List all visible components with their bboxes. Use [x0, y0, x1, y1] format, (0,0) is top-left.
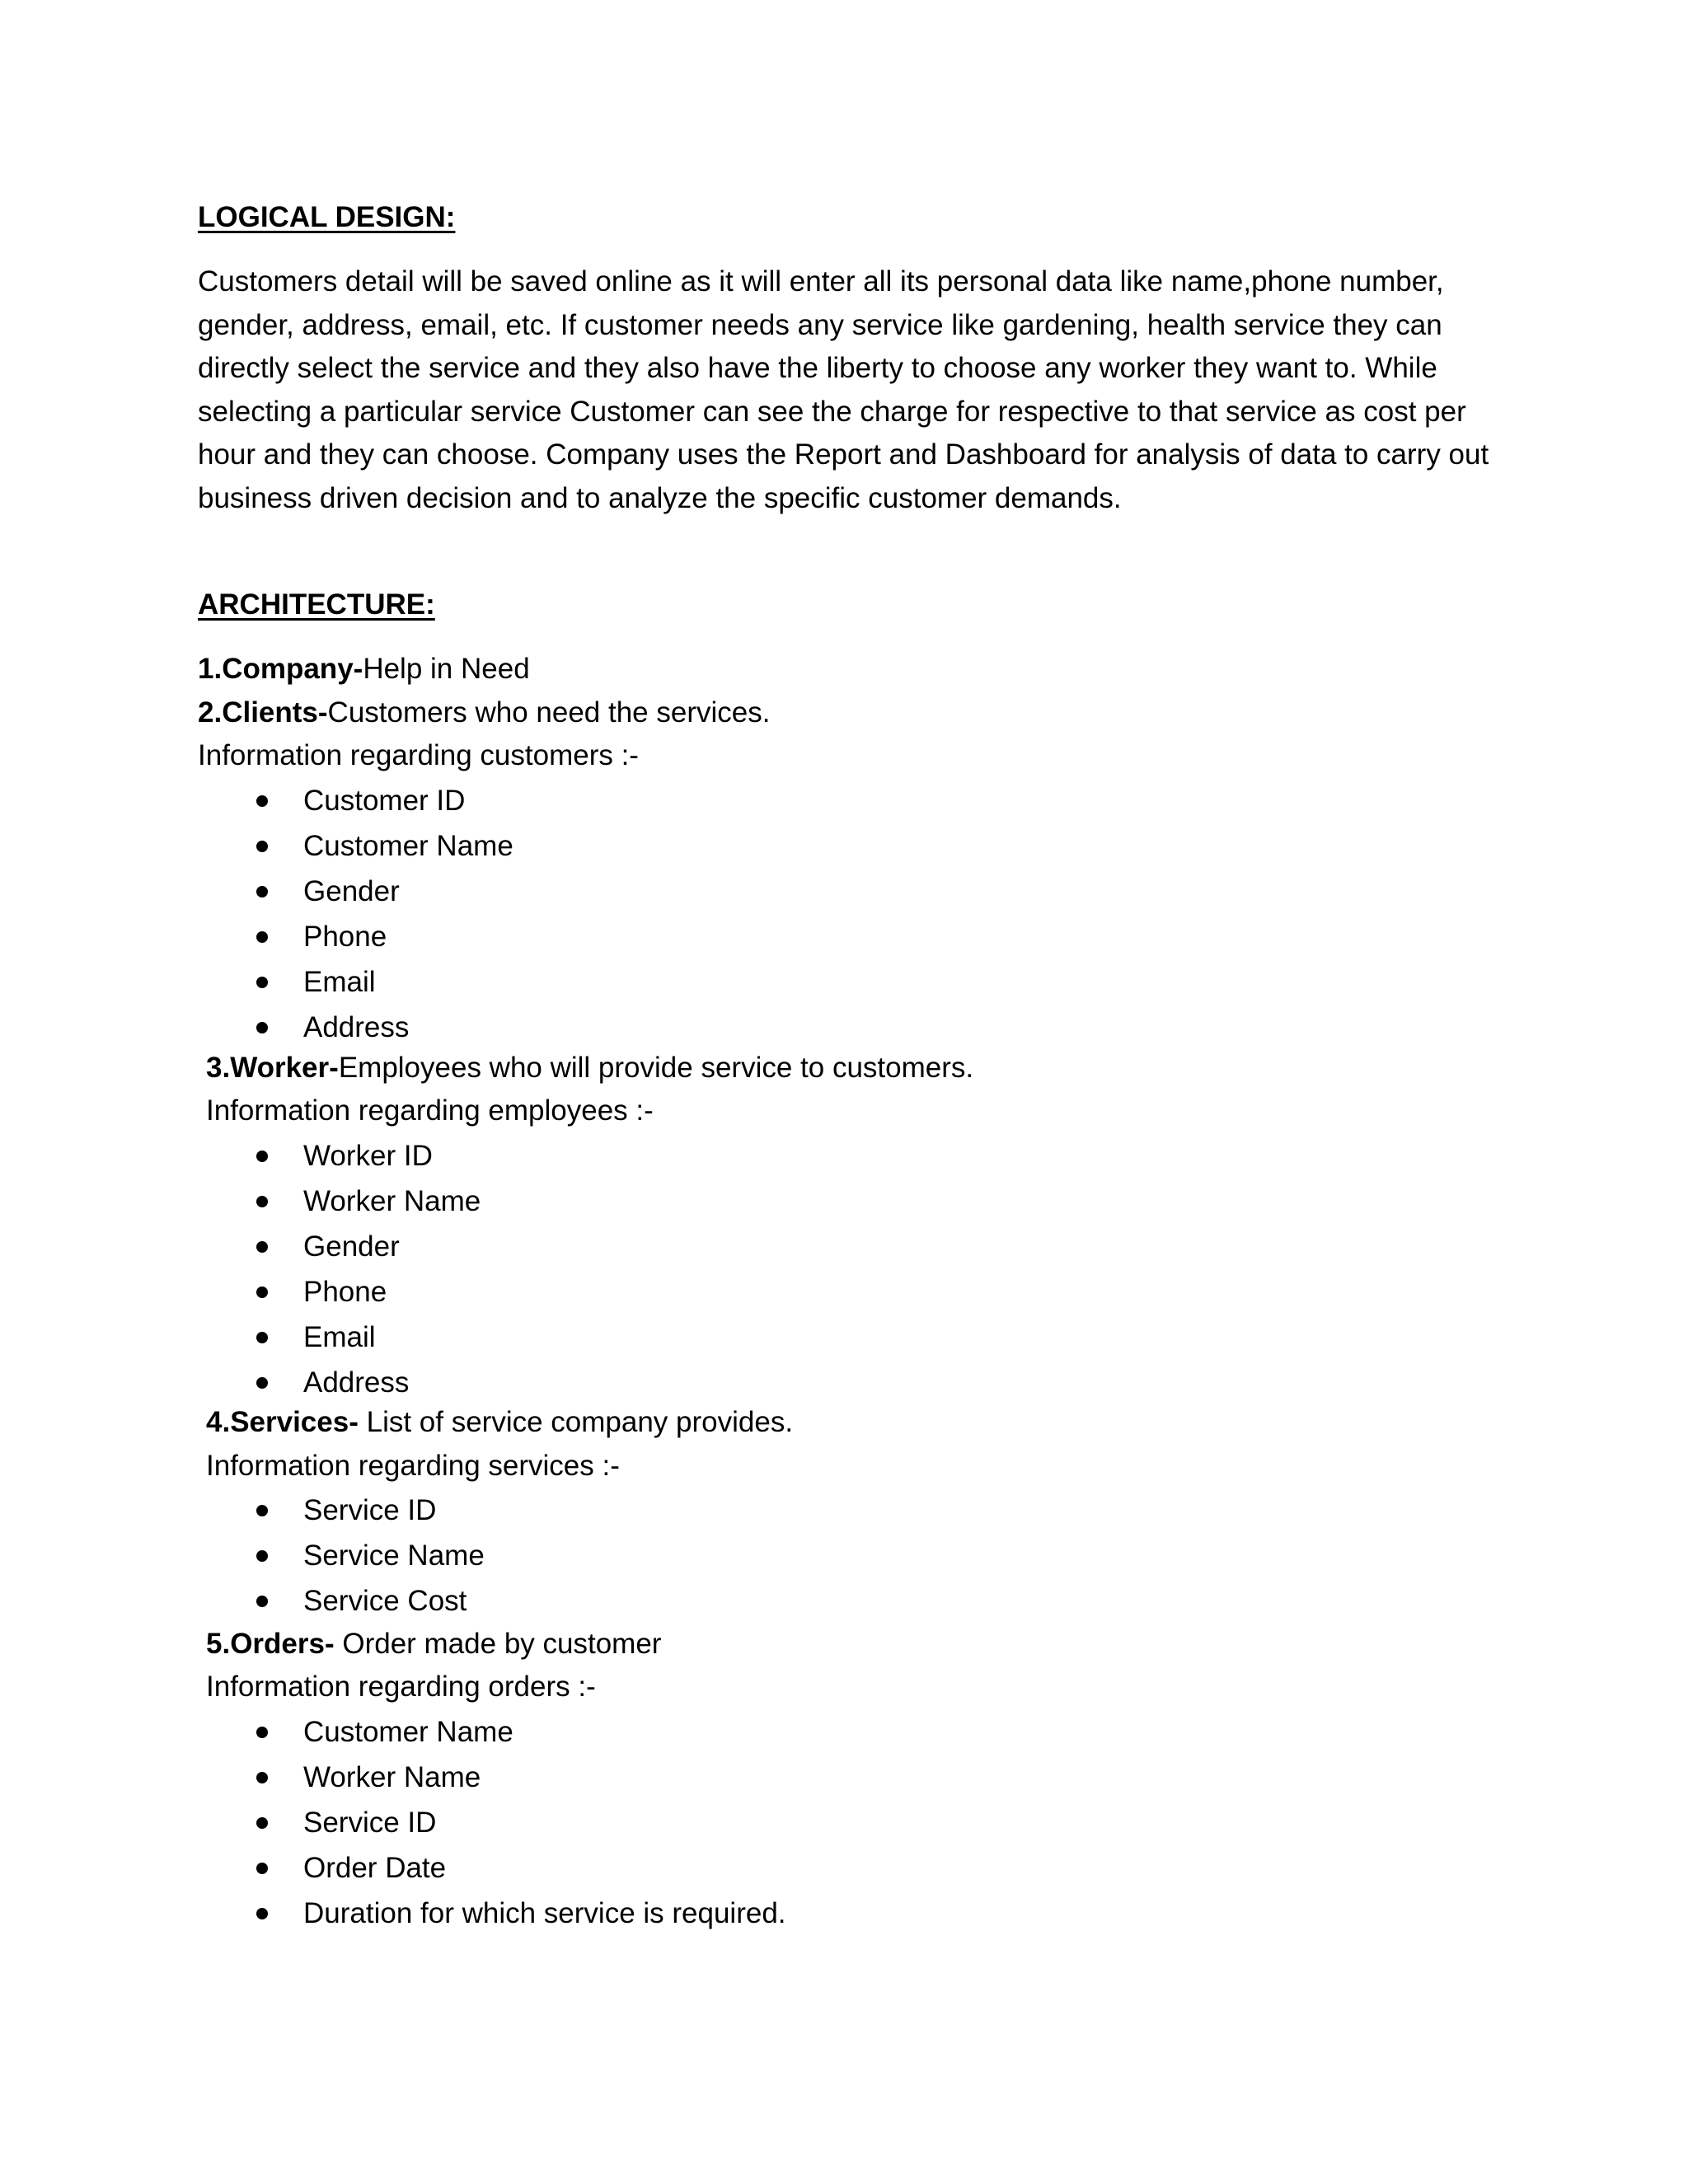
- orders-line: [206, 1623, 661, 1666]
- list-item: Service ID: [0, 1800, 786, 1845]
- clients-label: 2.Clients-: [198, 696, 328, 729]
- bullet-icon: [256, 931, 268, 943]
- list-item: Customer Name: [0, 823, 513, 869]
- bullet-icon: [256, 1377, 268, 1389]
- clients-line: [198, 691, 770, 735]
- clients-info: Information regarding customers :-: [198, 739, 639, 771]
- worker-text: Employees who will provide service to customers.: [338, 1052, 974, 1084]
- orders-info: Information regarding orders :-: [206, 1671, 596, 1703]
- list-item: Service Cost: [0, 1578, 485, 1624]
- company-label: 1.Company-: [198, 653, 363, 685]
- list-item: Service ID: [0, 1488, 485, 1533]
- architecture-heading: ARCHITECTURE:: [198, 588, 435, 621]
- clients-text: Customers who need the services.: [327, 696, 771, 729]
- bullet-icon: [256, 1863, 268, 1874]
- bullet-icon: [256, 1286, 268, 1298]
- bullet-icon: [256, 1241, 268, 1253]
- services-info: Information regarding services :-: [206, 1450, 620, 1482]
- bullet-icon: [256, 1151, 268, 1162]
- bullet-icon: [256, 1772, 268, 1783]
- list-item: Gender: [0, 869, 513, 914]
- bullet-icon: [256, 1505, 268, 1516]
- bullet-icon: [256, 1908, 268, 1919]
- services-text: List of service company provides.: [358, 1406, 794, 1438]
- bullet-icon: [256, 1196, 268, 1207]
- list-item: Phone: [0, 914, 513, 959]
- list-item: Worker Name: [0, 1179, 481, 1224]
- list-item: Customer ID: [0, 778, 513, 823]
- services-line: [206, 1401, 793, 1445]
- worker-fields-list: [0, 1133, 481, 1405]
- customer-fields-list: [0, 778, 513, 1050]
- order-fields-list: [0, 1709, 786, 1936]
- list-item: Service Name: [0, 1533, 485, 1578]
- list-item: Address: [0, 1005, 513, 1050]
- worker-line: [206, 1047, 973, 1090]
- bullet-icon: [256, 1727, 268, 1738]
- logical-design-paragraph: Customers detail will be saved online as it will enter all its personal data like name,phone number, gender, address, email, etc. If customer needs any service like gardening, health service they can directly select the service and they also have the liberty to choose any worker they want to. While selecting a particular service Customer can see the charge for respective to that service as cost per hour and they can choose. Company uses the Report and Dashboard for analysis of data to carry out business driven decision and to analyze the specific customer demands.: [198, 265, 1489, 514]
- list-item: Worker Name: [0, 1755, 786, 1800]
- logical-design-heading: LOGICAL DESIGN:: [198, 201, 456, 233]
- list-item: Email: [0, 959, 513, 1005]
- worker-label: 3.Worker-: [206, 1052, 339, 1084]
- list-item: Order Date: [0, 1845, 786, 1891]
- list-item: Worker ID: [0, 1133, 481, 1179]
- list-item: Gender: [0, 1224, 481, 1269]
- bullet-icon: [256, 795, 268, 807]
- list-item: Address: [0, 1360, 481, 1405]
- company-text: Help in Need: [363, 653, 530, 685]
- orders-label: 5.Orders-: [206, 1628, 335, 1660]
- bullet-icon: [256, 1596, 268, 1607]
- service-fields-list: [0, 1488, 485, 1624]
- bullet-icon: [256, 977, 268, 988]
- bullet-icon: [256, 1022, 268, 1033]
- orders-text: Order made by customer: [334, 1628, 662, 1660]
- bullet-icon: [256, 886, 268, 898]
- bullet-icon: [256, 1332, 268, 1343]
- list-item: Duration for which service is required.: [0, 1891, 786, 1936]
- services-label: 4.Services-: [206, 1406, 359, 1438]
- list-item: Email: [0, 1315, 481, 1360]
- bullet-icon: [256, 841, 268, 852]
- list-item: Customer Name: [0, 1709, 786, 1755]
- bullet-icon: [256, 1550, 268, 1562]
- company-line: [198, 648, 530, 691]
- worker-info: Information regarding employees :-: [206, 1094, 654, 1127]
- bullet-icon: [256, 1817, 268, 1829]
- list-item: Phone: [0, 1269, 481, 1315]
